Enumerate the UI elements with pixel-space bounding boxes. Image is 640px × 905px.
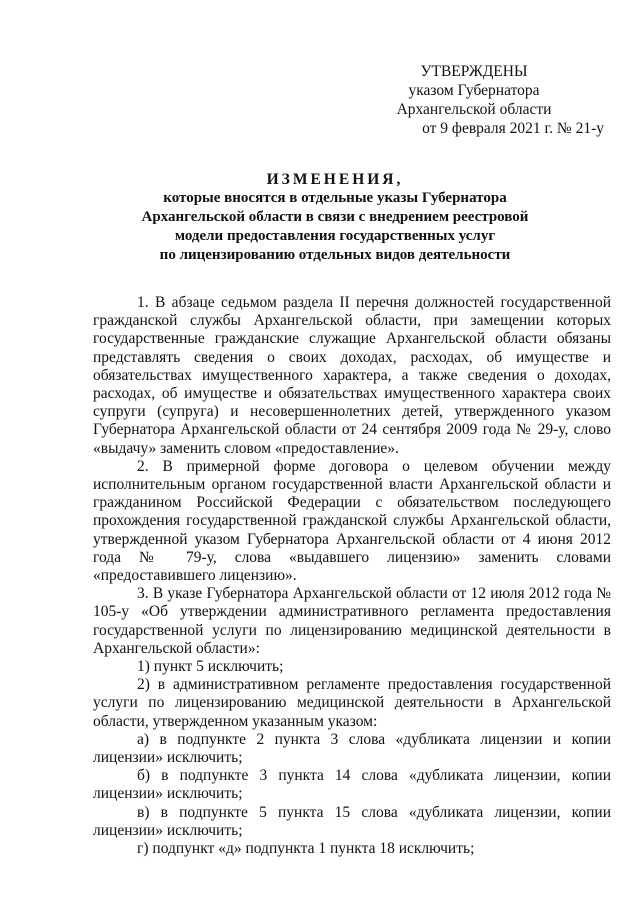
subitem-a: а) в подпункте 2 пункта 3 слова «дубликата лицензии и копии лицензии» исключить;	[93, 730, 611, 767]
approval-stamp	[344, 62, 604, 138]
approval-region: Архангельской области	[396, 101, 552, 118]
approval-date-number: от 9 февраля 2021 г. № 21-у	[422, 120, 604, 137]
document-body	[93, 294, 611, 858]
document-title	[60, 170, 610, 265]
paragraph-1: 1. В абзаце седьмом раздела II перечня должностей государственной гражданской службы Архангельской области, при замещении которых государственные гражданские служащие Архангельской области обязаны представлять сведения о своих доходах, расходах, об имуществе и обязательствах имущественного характера, а также сведения о доходах, расходах, об имуществе и обязательствах имущественного характера своих супруги (супруга) и несовершеннолетних детей, утвержденного указом Губернатора Архангельской области от 24 сентября 2009 года № 29-у, слово «выдачу» заменить словом «предоставление».	[93, 294, 611, 457]
paragraph-3: 3. В указе Губернатора Архангельской области от 12 июля 2012 года № 105-у «Об утверждении административного регламента предоставления государственной услуги по лицензированию медицинской деятельности в Архангельской области»:	[93, 585, 611, 657]
title-heading: ИЗМЕНЕНИЯ,	[266, 171, 404, 188]
subitem-1: 1) пункт 5 исключить;	[137, 658, 284, 676]
subitem-2: 2) в административном регламенте предоставления государственной услуги по лицензированию медицинской деятельности в Архангельской области, утвержденном указанным указом:	[93, 676, 611, 730]
approval-by-decree: указом Губернатора	[408, 82, 540, 99]
subitem-v: в) в подпункте 5 пункта 15 слова «дубликата лицензии, копии лицензии» исключить;	[93, 803, 611, 839]
title-line: по лицензированию отдельных видов деятельности	[159, 247, 511, 263]
title-line: которые вносятся в отдельные указы Губернатора	[163, 190, 507, 206]
title-line: модели предоставления государственных услуг	[174, 228, 496, 244]
paragraph-2: 2. В примерной форме договора о целевом обучении между исполнительным органом государственной власти Архангельской области и гражданином Российской Федерации с обязательством последующего прохождения государственной гражданской службы Архангельской области, утвержденной указом Губернатора Архангельской области от 4 июня 2012 года № 79-у, слова «выдавшего лицензию» заменить словами «предоставившего лицензию».	[93, 457, 611, 585]
subitem-g: г) подпункт «д» подпункта 1 пункта 18 исключить;	[137, 840, 475, 858]
title-line: Архангельской области в связи с внедрением реестровой	[141, 209, 529, 225]
subitem-b: б) в подпункте 3 пункта 14 слова «дубликата лицензии, копии лицензии» исключить;	[93, 767, 611, 803]
approval-heading: УТВЕРЖДЕНЫ	[420, 63, 528, 80]
